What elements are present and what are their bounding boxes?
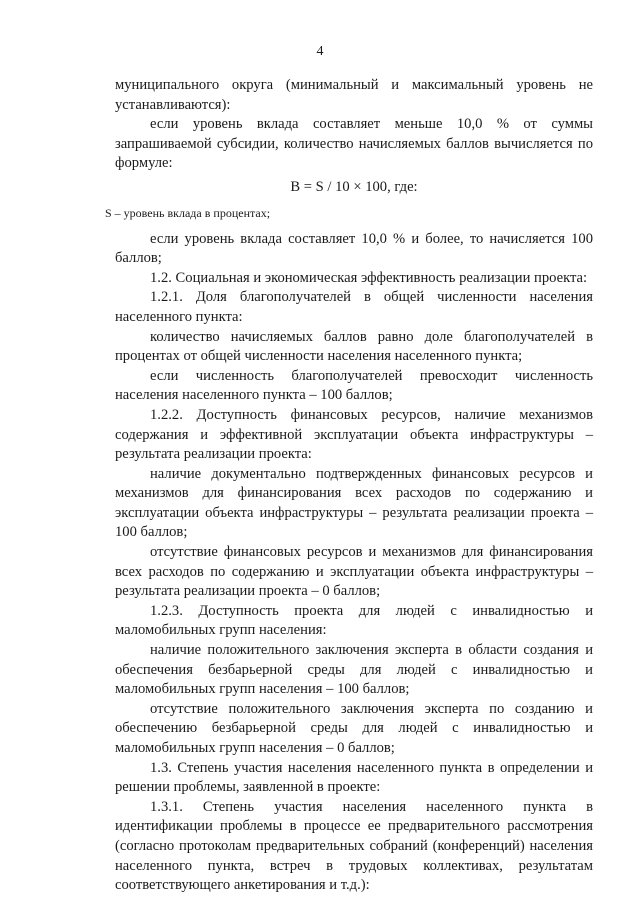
paragraph: отсутствие финансовых ресурсов и механизмов для финансирования всех расходов по содержанию и эксплуатации объекта инфраструктуры – результата реализации проекта – 0 баллов; xyxy=(115,544,593,600)
paragraph: 1.2.3. Доступность проекта для людей с инвалидностью и маломобильных групп населения: xyxy=(115,602,593,639)
formula-legend: S – уровень вклада в процентах; xyxy=(105,205,271,220)
paragraph: 1.3. Степень участия населения населенного пункта в определении и решении проблемы, заявленной в проекте: xyxy=(115,759,593,796)
page-number: 4 xyxy=(316,44,324,59)
paragraph: если уровень вклада составляет 10,0 % и более, то начисляется 100 баллов; xyxy=(115,230,593,267)
paragraph-continuation: муниципального округа (минимальный и максимальный уровень не устанавливаются): xyxy=(115,77,593,113)
paragraph: наличие положительного заключения эксперта в области создания и обеспечения безбарьерной среды для людей с инвалидностью и маломобильных групп населения – 100 баллов; xyxy=(115,642,593,698)
paragraph: отсутствие положительного заключения эксперта по созданию и обеспечению безбарьерной среды для людей с инвалидностью и маломобильных групп населения – 0 баллов; xyxy=(115,700,593,756)
paragraph: 1.2.1. Доля благополучателей в общей численности населения населенного пункта: xyxy=(115,289,593,325)
paragraph: если уровень вклада составляет меньше 10,0 % от суммы запрашиваемой субсидии, количество начисляемых баллов вычисляется по формуле: xyxy=(115,116,593,172)
paragraph: если численность благополучателей превосходит численность населения населенного пункта – 100 баллов; xyxy=(115,367,593,404)
formula: В = S / 10 × 100, где: xyxy=(290,178,418,195)
paragraph: 1.2.2. Доступность финансовых ресурсов, наличие механизмов содержания и эффективной эксплуатации объекта инфраструктуры – результата реализации проекта: xyxy=(115,406,593,463)
paragraph: наличие документально подтвержденных финансовых ресурсов и механизмов для финансирования всех расходов по содержанию и эксплуатации объекта инфраструктуры – результата реализации проекта – 100 баллов; xyxy=(115,465,593,541)
paragraph: 1.2. Социальная и экономическая эффективность реализации проекта: xyxy=(150,269,588,286)
paragraph: количество начисляемых баллов равно доле благополучателей в процентах от общей численности населения населенного пункта; xyxy=(115,328,593,365)
document-body xyxy=(105,76,593,896)
paragraph: 1.3.1. Степень участия населения населенного пункта в идентификации проблемы в процессе ее предварительного рассмотрения (согласно протоколам предварительных собраний (конференций) населения населенного пункта, встреч в трудовых коллективах, результатам соответствующего анкетирования и т.д.): xyxy=(115,798,593,894)
